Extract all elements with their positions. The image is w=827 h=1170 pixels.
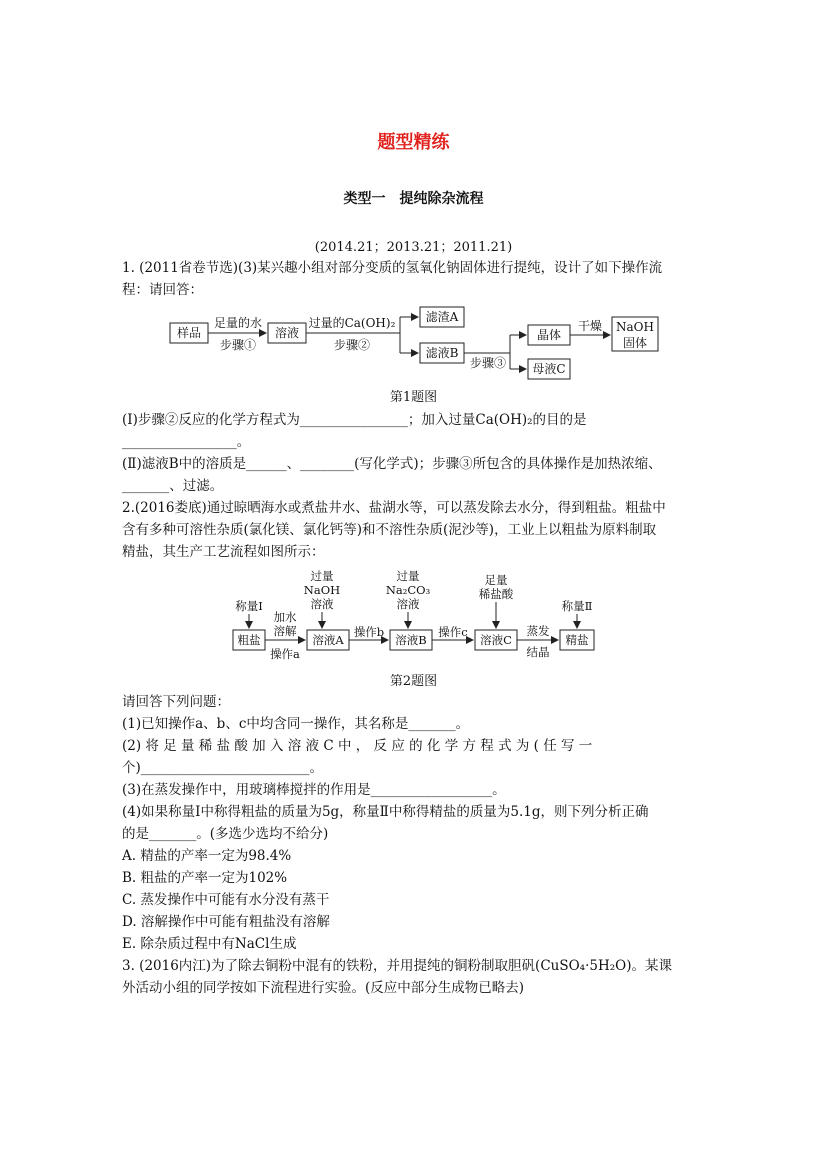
label-crystal: 晶体 — [536, 328, 562, 342]
q1-part-ii-line2: _______、过滤。 — [122, 478, 224, 494]
label-op-a: 操作a — [270, 647, 300, 661]
q2-option-a: A. 精盐的产率一定为98.4% — [122, 848, 292, 864]
label-weigh-2: 称量Ⅱ — [561, 599, 593, 613]
label-solid: 固体 — [622, 336, 648, 350]
label-evaporate: 蒸发 — [526, 624, 550, 638]
q2-option-d: D. 溶解操作中可能有粗盐没有溶解 — [122, 914, 330, 930]
label-naoh-solution: 溶液 — [310, 597, 334, 611]
label-step1: 步骤① — [219, 338, 257, 352]
q1-part-i-line1: (Ⅰ)步骤②反应的化学方程式为________________；加入过量Ca(OH)₂的目的是 — [122, 412, 587, 428]
exam-years: (2014.21；2013.21；2011.21) — [314, 240, 513, 255]
q2-stem-line2: 含有多种可溶性杂质(氯化镁、氯化钙等)和不溶性杂质(泥沙等)，工业上以粗盐为原料制取 — [122, 522, 657, 538]
q2-prompt: 请回答下列问题： — [122, 694, 230, 710]
label-op-c: 操作c — [438, 625, 468, 639]
q2-sub2-line2: 个)_________________________。 — [122, 760, 324, 776]
label-op-b: 操作b — [353, 625, 385, 639]
q2-sub2-line1: (2) 将 足 量 稀 盐 酸 加 入 溶 液 C 中 ， 反 应 的 化 学 方 程 式 为 ( 任 写 一 — [122, 738, 593, 754]
label-caoh: 过量的Ca(OH)₂ — [308, 316, 396, 330]
q2-sub4-line2: 的是_______。(多选少选均不给分) — [122, 826, 329, 842]
label-solution-b: 溶液B — [395, 633, 427, 647]
label-na2co3-solution: 溶液 — [396, 597, 420, 611]
q1-flowchart — [160, 305, 680, 383]
label-dry: 干燥 — [577, 319, 603, 333]
q1-stem-line2: 程：请回答： — [122, 282, 203, 298]
section-title: 类型一 提纯除杂流程 — [343, 191, 484, 207]
q2-sub3: (3)在蒸发操作中，用玻璃棒搅拌的作用是__________________。 — [122, 782, 506, 798]
label-add-water: 加水 — [273, 610, 297, 624]
label-naoh: NaOH — [616, 320, 654, 334]
label-na2co3: Na₂CO₃ — [385, 583, 431, 597]
label-crude-salt: 粗盐 — [237, 633, 261, 647]
label-step3: 步骤③ — [469, 356, 507, 370]
label-crystallize: 结晶 — [526, 645, 550, 659]
q3-stem-line1: 3. (2016内江)为了除去铜粉中混有的铁粉，并用提纯的铜粉制取胆矾(CuSO₄·5H₂O)。某课 — [122, 958, 672, 974]
label-solution-a: 溶液A — [312, 633, 344, 647]
label-hcl: 稀盐酸 — [478, 587, 514, 601]
label-naoh: NaOH — [303, 583, 341, 597]
q2-flowchart — [225, 566, 615, 662]
label-hcl-sufficient: 足量 — [484, 573, 508, 587]
label-solution-c: 溶液C — [480, 633, 512, 647]
page-title: 题型精练 — [377, 132, 450, 153]
label-step2: 步骤② — [333, 338, 371, 352]
label-fine-salt: 精盐 — [565, 633, 589, 647]
label-dissolve: 溶解 — [273, 624, 297, 638]
label-sample: 样品 — [176, 326, 202, 340]
q2-stem-line1: 2.(2016娄底)通过晾晒海水或煮盐井水、盐湖水等，可以蒸发除去水分，得到粗盐。粗盐中 — [122, 500, 666, 516]
q2-option-b: B. 粗盐的产率一定为102% — [122, 870, 288, 886]
q1-part-ii-line1: (Ⅱ)滤液B中的溶质是______、________(写化学式)；步骤③所包含的具体操作是加热浓缩、 — [122, 456, 662, 472]
q2-sub1: (1)已知操作a、b、c中均含同一操作，其名称是_______。 — [122, 716, 470, 732]
q2-stem-line3: 精盐，其生产工艺流程如图所示： — [122, 544, 325, 560]
label-naoh-excess: 过量 — [310, 569, 334, 583]
q1-part-i-line2: _________________。 — [122, 434, 251, 450]
q1-stem-line1: 1. (2011省卷节选)(3)某兴趣小组对部分变质的氢氧化钠固体进行提纯，设计了如下操作流 — [122, 260, 663, 276]
q1-caption: 第1题图 — [389, 390, 438, 405]
label-mother-c: 母液C — [532, 362, 566, 376]
label-filtrate-b: 滤液B — [425, 346, 459, 360]
label-residue-a: 滤渣A — [425, 310, 459, 324]
label-solution: 溶液 — [274, 326, 300, 340]
q3-stem-line2: 外活动小组的同学按如下流程进行实验。(反应中部分生成物已略去) — [122, 980, 525, 996]
q2-sub4-line1: (4)如果称量Ⅰ中称得粗盐的质量为5g，称量Ⅱ中称得精盐的质量为5.1g，则下列分析正确 — [122, 804, 649, 820]
label-water: 足量的水 — [213, 316, 263, 330]
label-na2co3-excess: 过量 — [396, 569, 420, 583]
q2-option-e: E. 除杂质过程中有NaCl生成 — [122, 936, 297, 952]
q2-option-c: C. 蒸发操作中可能有水分没有蒸干 — [122, 892, 330, 908]
label-weigh-1: 称量Ⅰ — [235, 599, 263, 613]
q2-caption: 第2题图 — [389, 674, 438, 689]
